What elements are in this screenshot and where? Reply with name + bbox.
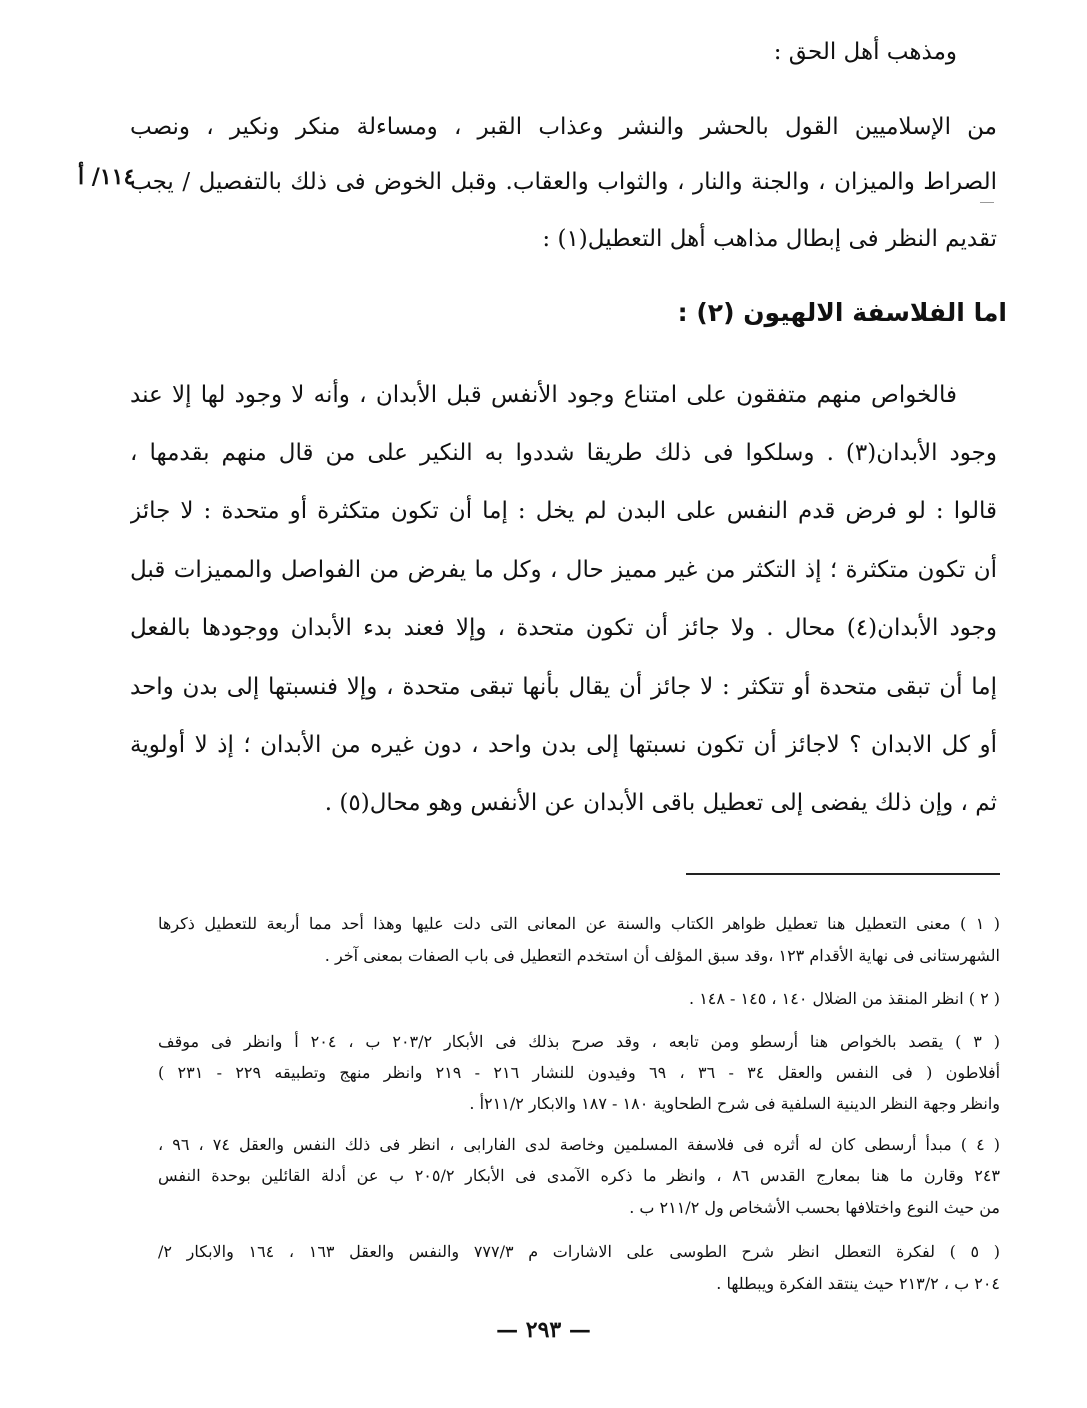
footnote-3-line-3: وانظر وجهة النظر الدينية السلفية فى شرح الطحاوية ١٨٠ - ١٨٧ والابكار ٢١١/٢أ . (469, 1094, 1000, 1113)
footnote-2-line-1: ( ٢ ) انظر المنقذ من الضلال ١٤٠ ، ١٤٥ - ١٤٨ . (689, 989, 1000, 1008)
paragraph2-line-3: قالوا : لو فرض قدم النفس على البدن لم يخل : إما أن تكون متكثرة أو متحدة : لا جائز (130, 498, 997, 524)
paragraph2-line-1: فالخواص منهم متفقون على امتناع وجود الأنفس قبل الأبدان ، وأنه لا وجود لها إلا عند (130, 382, 957, 408)
paragraph1-line-3: تقديم النظر فى إبطال مذاهب أهل التعطيل(١) : (542, 226, 997, 252)
page-number: — ٢٩٣ — (496, 1317, 591, 1343)
footnote-3-line-1: ( ٣ ) يقصد بالخواص هنا أرسطو ومن تابعه ، وقد صرح بذلك فى الأبكار ٢٠٣/٢ ب ، ٢٠٤ أ وانظر فى موقف (158, 1032, 1000, 1051)
intro-heading-line: ومذهب أهل الحق : (773, 39, 957, 65)
footnote-3-line-2: أفلاطون ( فى النفس والعقل ٣٤ - ٣٦ ، ٦٩ وفيدون للنشار ٢١٦ - ٢١٩ وانظر منهج وتطبيقه ٢٢٩ - ٢٣١ ) (158, 1063, 1000, 1082)
paragraph2-line-6: إما أن تبقى متحدة أو تتكثر : لا جائز أن يقال بأنها تبقى متحدة ، وإلا فنسبتها إلى بدن واحد (130, 674, 997, 700)
paragraph1-line-1: من الإسلاميين القول بالحشر والنشر وعذاب القبر ، ومساءلة منكر ونكير ، ونصب (130, 114, 997, 140)
paragraph2-line-8: ثم ، وإن ذلك يفضى إلى تعطيل باقى الأبدان عن الأنفس وهو محال(٥) . (324, 790, 997, 816)
footnote-5-line-2: ٢٠٤ ب ، ٢١٣/٢ حيث ينتقد الفكرة ويبطلها . (716, 1274, 1000, 1293)
footnote-5-line-1: ( ٥ ) لفكرة التعطل انظر شرح الطوسى على الاشارات م ٧٧٧/٣ والنفس والعقل ١٦٣ ، ١٦٤ والابكار ٢/ (158, 1242, 1000, 1261)
footnote-1-line-2: الشهرستانى فى نهاية الأقدام ١٢٣ ،وقد سبق المؤلف أن استخدم التعطيل فى باب الصفات بمعنى آخر . (324, 946, 1000, 965)
footnote-4-line-2: ٢٤٣ وقارن ما هنا بمعارج القدس ٨٦ ، وانظر ما ذكره الآمدى فى الأبكار ٢٠٥/٢ ب عن أدلة القائلين بوحدة النفس (158, 1166, 1000, 1185)
footnote-separator (686, 873, 1000, 875)
paragraph2-line-5: وجود الأبدان(٤) محال . ولا جائز أن تكون متحدة ، وإلا فعند بدء الأبدان ووجودها بالفعل (130, 615, 997, 641)
margin-folio-note: ١١٤/ أ (78, 164, 136, 190)
section-heading: اما الفلاسفة الالهيون (٢) : (677, 298, 1007, 327)
paragraph1-line-2: الصراط والميزان ، والجنة والنار ، والثواب والعقاب. وقبل الخوض فى ذلك بالتفصيل / يجب (130, 169, 997, 195)
margin-tick-mark (980, 202, 994, 203)
paragraph2-line-4: أن تكون متكثرة ؛ إذ التكثر من غير مميز حال ، وكل ما يفرض من الفواصل والمميزات قبل (130, 557, 997, 583)
footnote-4-line-3: من حيث النوع واختلافها بحسب الأشخاص ول ٢١١/٢ ب . (629, 1198, 1000, 1217)
paragraph2-line-2: وجود الأبدان(٣) . وسلكوا فى ذلك طريقا شددوا به النكير على من قال منهم بقدمها ، (130, 440, 997, 466)
footnote-1-line-1: ( ١ ) معنى التعطيل هنا تعطيل ظواهر الكتاب والسنة عن المعانى التى دلت عليها وهذا أحد مما أربعة للتعطيل ذكرها (158, 914, 1000, 933)
paragraph2-line-7: أو كل الابدان ؟ لاجائز أن تكون نسبتها إلى بدن واحد ، دون غيره من الأبدان ؛ إذ لا أولوية (130, 732, 997, 758)
footnote-4-line-1: ( ٤ ) مبدأ أرسطى كان له أثره فى فلاسفة المسلمين وخاصة لدى الفارابى ، انظر فى ذلك النفس والعقل ٧٤ ، ٩٦ ، (158, 1135, 1000, 1154)
